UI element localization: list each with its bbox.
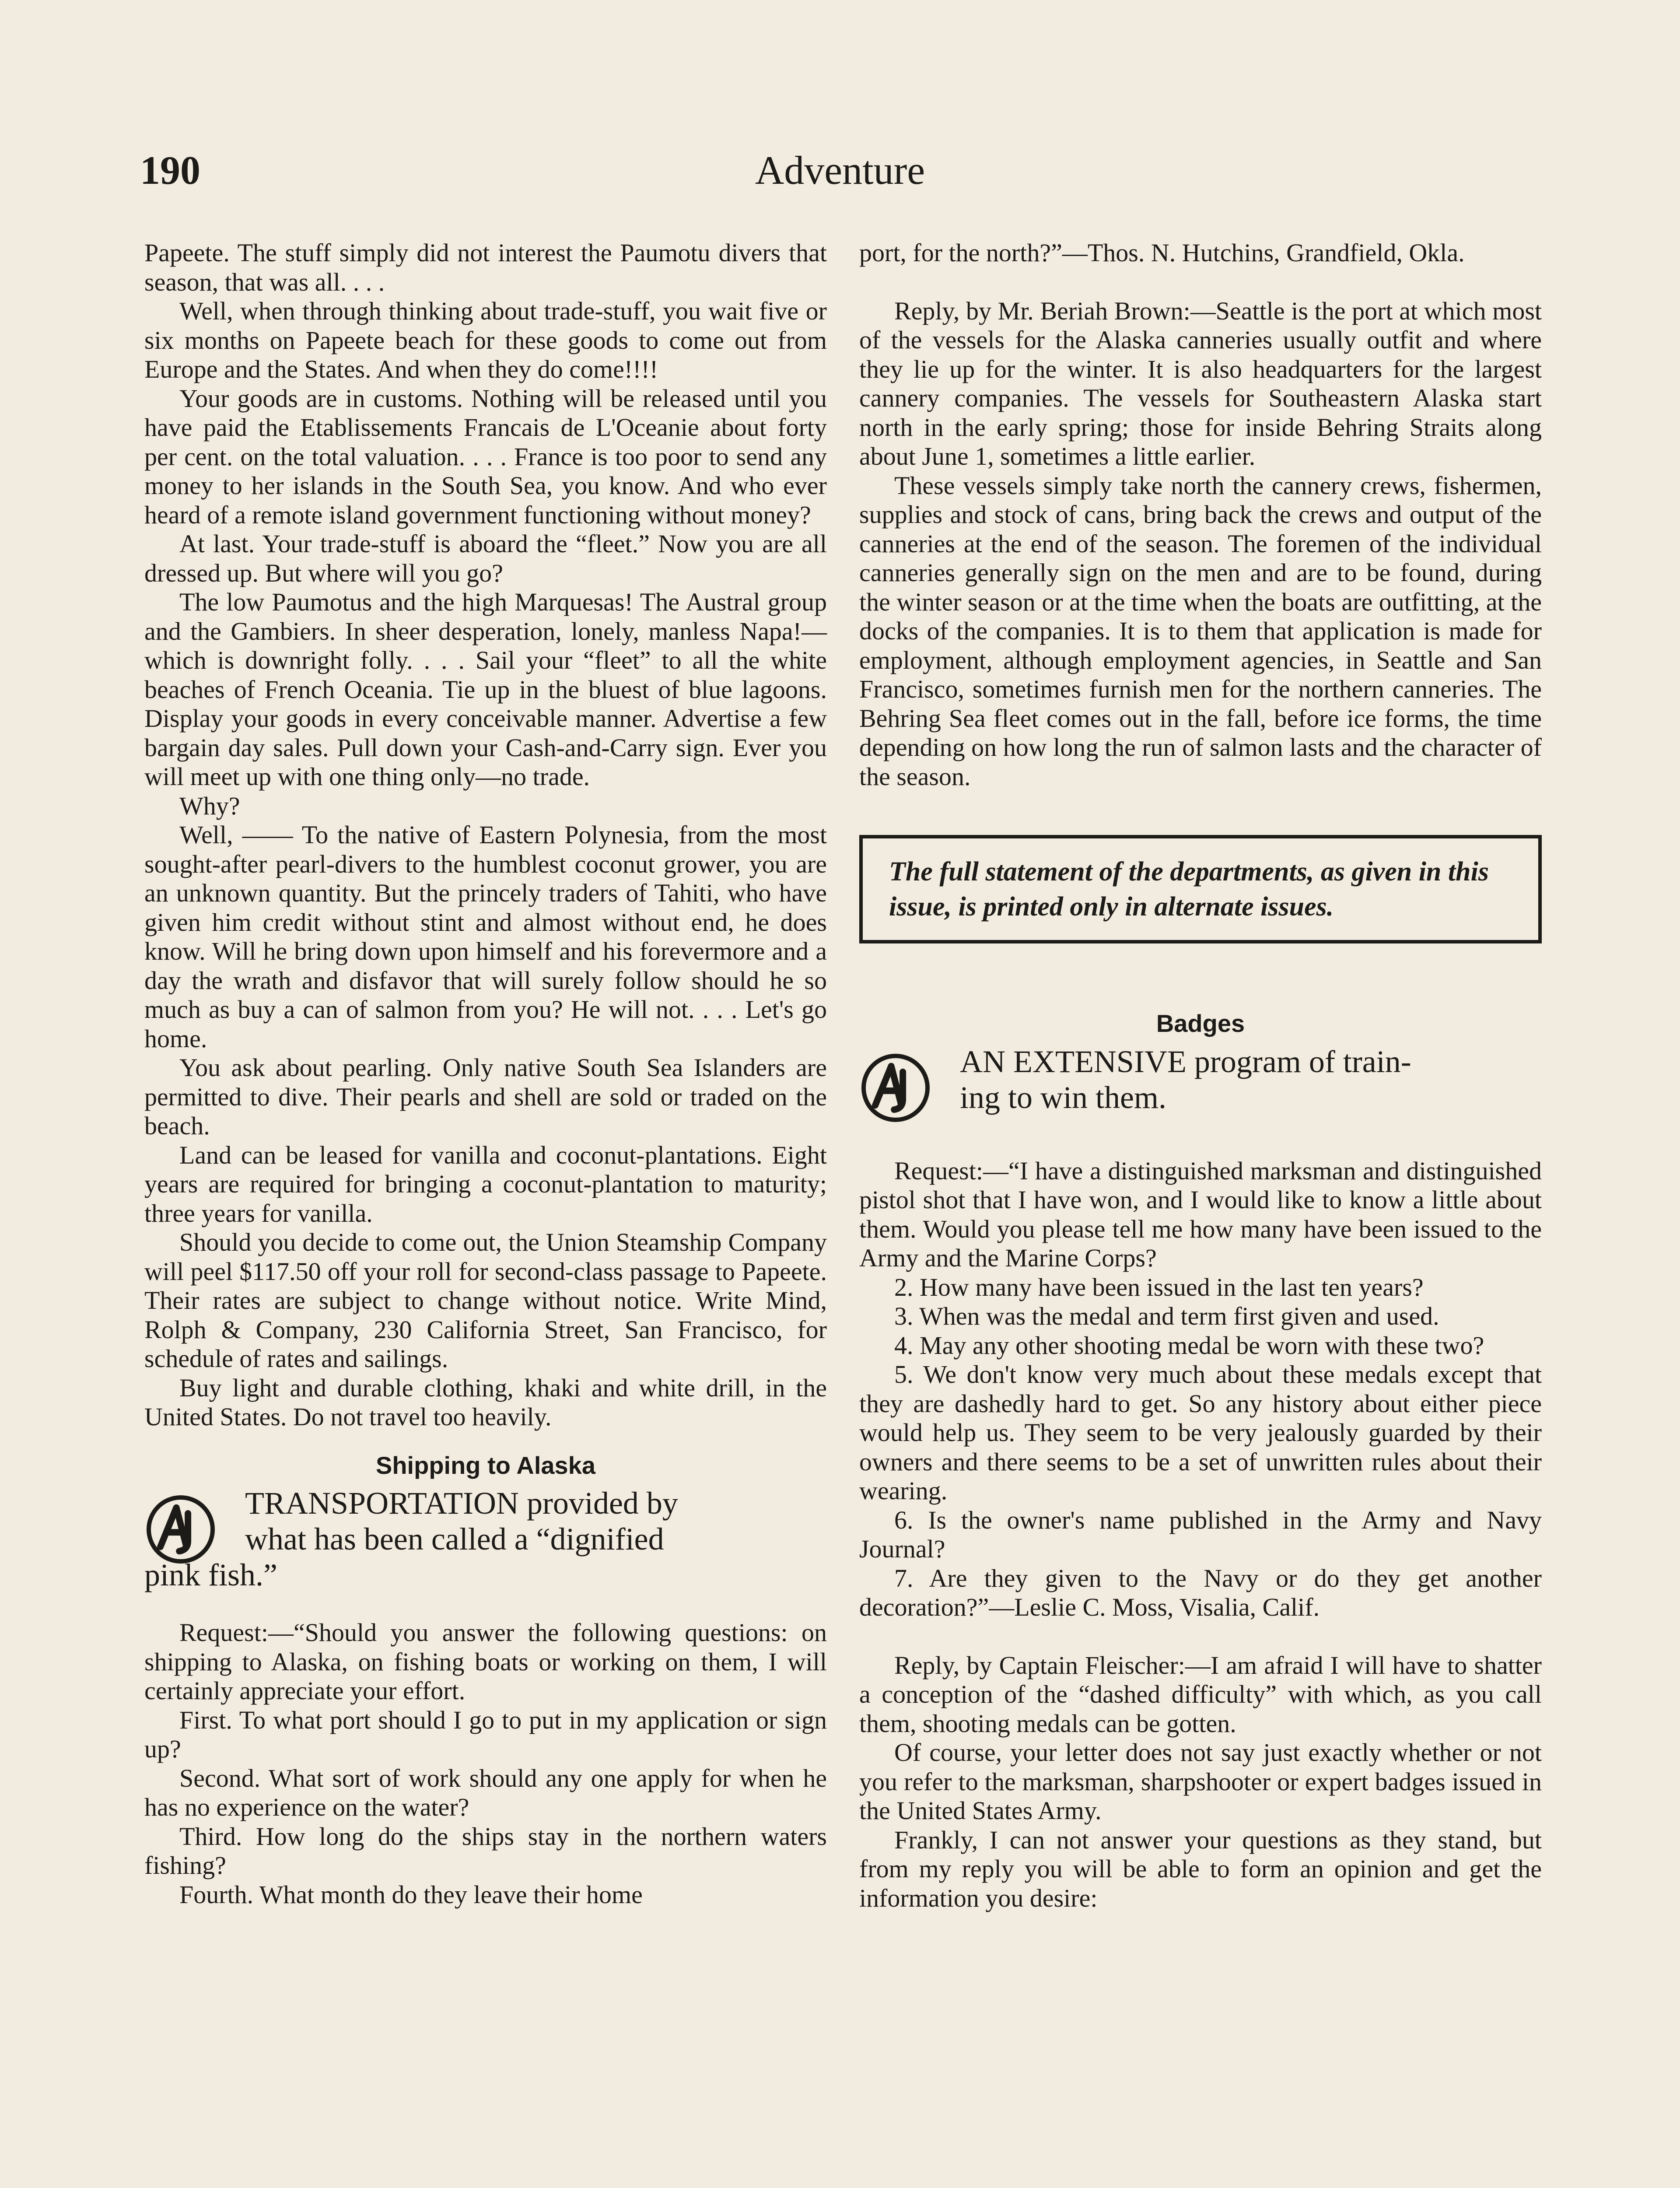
lead-line: TRANSPORTATION provided by [245,1486,678,1521]
paragraph: port, for the north?”—Thos. N. Hutchins, Grandfield, Okla. [859,238,1465,267]
paragraph: Request:—“Should you answer the following questions: on shipping to Alaska, on fishing boats or working on them, I will certainly appreciate your effort. [144,1618,827,1705]
paragraph: 7. Are they given to the Navy or do they get another decoration?”—Leslie C. Moss, Visalia, Calif. [859,1564,1542,1621]
section-heading: Shipping to Alaska [376,1451,595,1479]
lead-line: pink fish.” [144,1557,277,1592]
paragraph: At last. Your trade-stuff is aboard the “fleet.” Now you are all dressed up. But where will you go? [144,529,827,587]
paragraph: 5. We don't know very much about these medals except that they are dashedly hard to get. So any history about either piece would help us. They seem to be very jealously guarded by their owners and there seems to be a set of unwritten rules about their wearing. [859,1360,1542,1505]
section-lead [859,1044,1542,1131]
adventure-logo-icon [859,1052,932,1124]
running-title: Adventure [755,148,925,193]
paragraph: These vessels simply take north the cannery crews, fishermen, supplies and stock of cans, bring back the crews and output of the canneries at the end of the season. The foremen of the individual canneries generally sign on the men and are to be found, during the winter season or at the time when the boats are outfitting, at the docks of the companies. It is to them that application is made for employment, although employment agencies, in Seattle and San Francisco, sometimes furnish men for the northern canneries. The Behring Sea fleet comes out in the fall, before ice forms, the time depending on how long the run of salmon lasts and the character of the season. [859,471,1542,791]
paragraph: Land can be leased for vanilla and coconut-plantations. Eight years are required for bringing a coconut-plantation to maturity; three years for vanilla. [144,1140,827,1227]
paragraph: Request:—“I have a distinguished marksman and distinguished pistol shot that I have won, and I would like to know a little about them. Would you please tell me how many have been issued to the Army and the Marine Corps? [859,1156,1542,1272]
paragraph: Well, —— To the native of Eastern Polynesia, from the most sought-after pearl-divers to the humblest coconut grower, you are an unknown quantity. But the princely traders of Tahiti, who have given him credit without stint and almost without end, he does know. Will he bring down upon himself and his forevermore and a day the wrath and disfavor that will surely follow should he so much as buy a can of salmon from you? He will not. . . . Let's go home. [144,820,827,1053]
paragraph: 2. How many have been issued in the last ten years? [894,1273,1424,1301]
section-heading: Badges [1156,1010,1245,1037]
paragraph: 6. Is the owner's name published in the Army and Navy Journal? [859,1505,1542,1563]
paragraph: Should you decide to come out, the Union Steamship Company will peel $117.50 off your roll for second-class passage to Papeete. Their rates are subject to change without notice. Write Mind, Rolph & Company, 230 California Street, San Francisco, for schedule of rates and sailings. [144,1228,827,1373]
paragraph: You ask about pearling. Only native South Sea Islanders are permitted to dive. Their pearls and shell are sold or traded on the beach. [144,1053,827,1140]
paragraph: Papeete. The stuff simply did not interest the Paumotu divers that season, that was all. . . . [144,238,827,296]
lead-line: what has been called a “dignified [245,1522,664,1557]
paragraph: Reply, by Mr. Beriah Brown:—Seattle is the port at which most of the vessels for the Alaska canneries usually outfit and where they lie up for the winter. It is also headquarters for the largest cannery companies. The vessels for Southeastern Alaska start north in the early spring; those for inside Behring Straits along about June 1, sometimes a little earlier. [859,296,1542,470]
page-number: 190 [140,148,200,193]
paragraph: Of course, your letter does not say just exactly whether or not you refer to the marksman, sharpshooter or expert badges issued in the United States Army. [859,1738,1542,1825]
left-column [144,238,827,1909]
lead-line: AN EXTENSIVE program of train- [960,1044,1411,1079]
paragraph: First. To what port should I go to put in my application or sign up? [144,1705,827,1763]
paragraph: The low Paumotus and the high Marquesas! The Austral group and the Gambiers. In sheer desperation, lonely, manless Napa!—which is downright folly. . . . Sail your “fleet” to all the white beaches of French Oceania. Tie up in the bluest of blue lagoons. Display your goods in every conceivable manner. Advertise a few bargain day sales. Pull down your Cash-and-Carry sign. Ever you will meet up with one thing only—no trade. [144,588,827,791]
paragraph: 4. May any other shooting medal be worn with these two? [894,1331,1484,1360]
paragraph: Second. What sort of work should any one apply for when he has no experience on the water? [144,1764,827,1821]
paragraph: Buy light and durable clothing, khaki and white drill, in the United States. Do not travel too heavily. [144,1373,827,1431]
paragraph: 3. When was the medal and term first given and used. [894,1302,1439,1330]
paragraph: Fourth. What month do they leave their home [179,1880,643,1909]
editorial-notice-box: The full statement of the departments, as given in this issue, is printed only in alternate issues. [859,835,1542,943]
paragraph: Well, when through thinking about trade-stuff, you wait five or six months on Papeete beach for these goods to come out from Europe and the States. And when they do come!!!! [144,297,827,383]
adventure-logo-icon [144,1493,217,1566]
right-column [859,238,1542,1913]
paragraph: Your goods are in customs. Nothing will be released until you have paid the Etablissements Francais de L'Oceanie about forty per cent. on the total valuation. . . . France is too poor to send any money to her islands in the South Sea, you know. And who ever heard of a remote island government functioning without money? [144,384,827,529]
paragraph: Why? [179,791,240,820]
paragraph: Third. How long do the ships stay in the northern waters fishing? [144,1822,827,1879]
paragraph: Frankly, I can not answer your questions as they stand, but from my reply you will be able to form an opinion and get the information you desire: [859,1825,1542,1912]
section-lead [144,1485,827,1593]
lead-line: ing to win them. [960,1080,1166,1115]
paragraph: Reply, by Captain Fleischer:—I am afraid I will have to shatter a conception of the “dashed difficulty” with which, as you call them, shooting medals can be gotten. [859,1651,1542,1738]
